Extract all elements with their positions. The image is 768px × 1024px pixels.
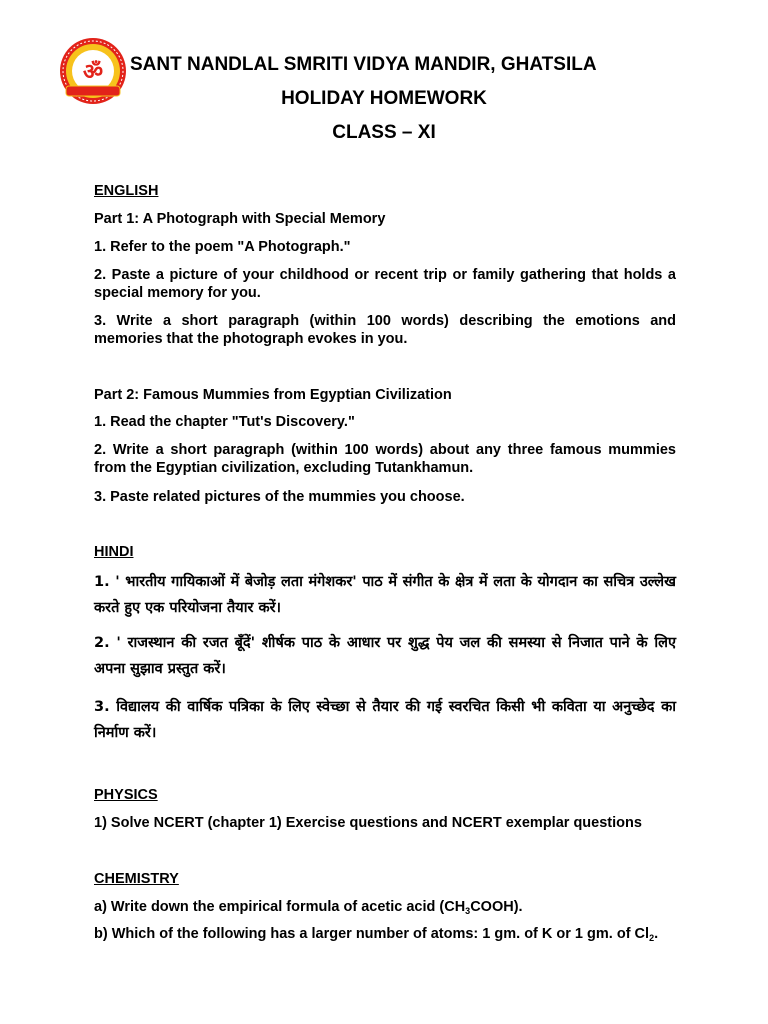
logo-om-symbol: ॐ	[82, 60, 104, 85]
document-title: HOLIDAY HOMEWORK	[281, 88, 487, 109]
physics-item: 1) Solve NCERT (chapter 1) Exercise questions and NCERT exemplar questions	[94, 815, 642, 831]
english-part2-item: 1. Read the chapter "Tut's Discovery."	[94, 414, 355, 430]
english-part1-item: 2. Paste a picture of your childhood or recent trip or family gathering that holds a special memory for you.	[94, 267, 676, 301]
chemistry-item-b-text-end: .	[654, 926, 659, 942]
hindi-item: 1. ' भारतीय गायिकाओं में बेजोड़ लता मंगेशकर' पाठ में संगीत के क्षेत्र में लता के योगदान का सचित्र उल्लेख करते हुए एक परियोजना तैयार करें।	[94, 574, 676, 616]
subscript: 2	[649, 933, 655, 943]
school-name: SANT NANDLAL SMRITI VIDYA MANDIR, GHATSILA	[130, 54, 597, 75]
chemistry-heading: CHEMISTRY	[94, 871, 179, 887]
chemistry-item-a-text: a) Write down the empirical formula of acetic acid (CH	[94, 899, 466, 915]
english-part2-title: Part 2: Famous Mummies from Egyptian Civilization	[94, 387, 452, 403]
chemistry-item-a	[94, 898, 676, 920]
chemistry-item-b	[94, 925, 676, 947]
english-part2-item: 2. Write a short paragraph (within 100 words) about any three famous mummies from the Egyptian civilization, excluding Tutankhamun.	[94, 442, 676, 476]
hindi-heading: HINDI	[94, 544, 134, 560]
english-heading: ENGLISH	[94, 183, 159, 199]
hindi-item: 2. ' राजस्थान की रजत बूँदें' शीर्षक पाठ के आधार पर शुद्ध पेय जल की समस्या से निजात पाने के लिए अपना सुझाव प्रस्तुत करें।	[94, 635, 676, 677]
class-label: CLASS – XI	[332, 122, 436, 143]
english-part1-item: 3. Write a short paragraph (within 100 words) describing the emotions and memories that the photograph evokes in you.	[94, 313, 676, 347]
subscript: 3	[465, 906, 471, 916]
english-part1-title: Part 1: A Photograph with Special Memory	[94, 211, 386, 227]
physics-heading: PHYSICS	[94, 787, 158, 803]
hindi-item: 3. विद्यालय की वार्षिक पत्रिका के लिए स्वेच्छा से तैयार की गई स्वरचित किसी भी कविता या अनुच्छेद का निर्माण करें।	[94, 699, 676, 741]
english-part1-item: 1. Refer to the poem "A Photograph."	[94, 239, 351, 255]
english-part2-item: 3. Paste related pictures of the mummies you choose.	[94, 489, 465, 505]
chemistry-item-a-text-end: COOH).	[470, 899, 523, 915]
chemistry-item-b-text: b) Which of the following has a larger number of atoms: 1 gm. of K or 1 gm. of Cl	[94, 926, 650, 942]
